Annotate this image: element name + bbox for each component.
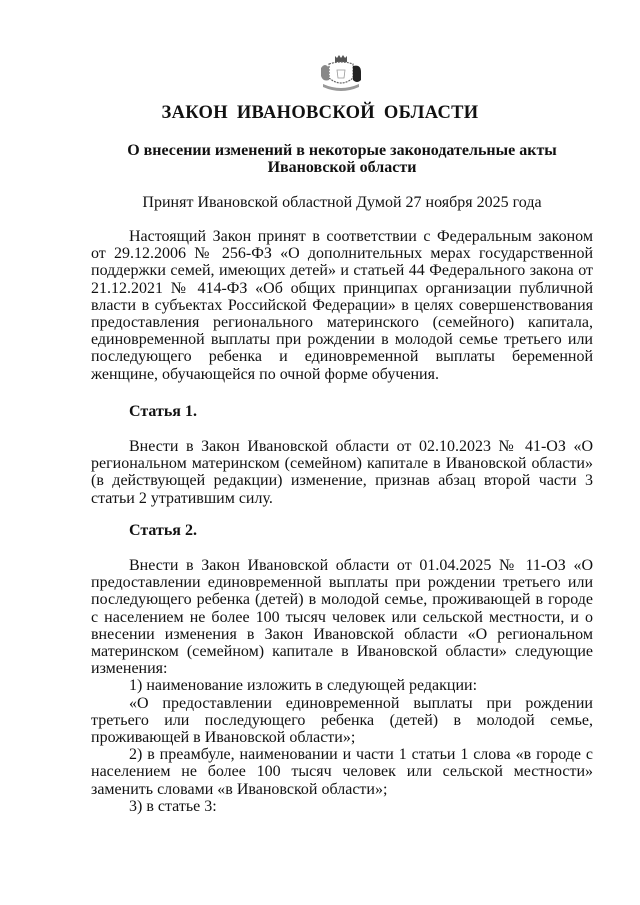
subtitle-line-2: Ивановской области: [267, 159, 417, 176]
article-2-item-1: 1) наименование изложить в следующей редакции:: [129, 677, 478, 695]
article-2-item-1-quote: «О предоставлении единовременной выплаты при рождении третьего или последующего ребенка (детей) в молодой семье, проживающей в Ивановской области»;: [91, 694, 593, 747]
article-1-heading: Статья 1.: [129, 403, 197, 420]
article-2-body: [91, 557, 593, 815]
article-1-paragraph: Внести в Закон Ивановской области от 02.10.2023 № 41-ОЗ «О региональном материнском (семейном) капитале в Ивановской области» (в действующей редакции) изменение, признав абзац второй части 3 статьи 2 утратившим силу.: [91, 438, 593, 507]
adoption-line: Принят Ивановской областной Думой 27 ноября 2025 года: [142, 194, 542, 211]
article-2-paragraph-intro: Внести в Закон Ивановской области от 01.04.2025 № 11-ОЗ «О предоставлении единовременной выплаты при рождении третьего или последующего ребенка (детей) в молодой семье, проживающей в городе с населением не более 100 тысяч человек или сельской местности, и о внесении изменения в Закон Ивановской области «О региональном материнском (семейном) капитале в Ивановской области» следующие изменения:: [91, 557, 593, 678]
preamble: [91, 228, 593, 383]
law-subtitle: [91, 142, 593, 176]
law-title: ЗАКОН ИВАНОВСКОЙ ОБЛАСТИ: [161, 103, 479, 123]
article-1-body: [91, 438, 593, 507]
subtitle-line-1: О внесении изменений в некоторые законодательные акты: [127, 142, 557, 159]
preamble-paragraph: Настоящий Закон принят в соответствии с Федеральным законом от 29.12.2006 № 256-ФЗ «О дополнительных мерах государственной поддержки семей, имеющих детей» и статьей 44 Федерального закона от 21.12.2021 № 414-ФЗ «Об общих принципах организации публичной власти в субъектах Российской Федерации» в целях совершенствования предоставления регионального материнского (семейного) капитала, единовременной выплаты при рождении в молодой семье третьего или последующего ребенка и единовременной выплаты беременной женщине, обучающейся по очной форме обучения.: [91, 228, 593, 383]
article-2-heading: Статья 2.: [129, 522, 197, 539]
article-2-item-3: 3) в статье 3:: [129, 797, 217, 815]
coat-of-arms-icon: [317, 54, 365, 94]
article-2-item-2: 2) в преамбуле, наименовании и части 1 статьи 1 слова «в городе с населением не более 100 тысяч человек или сельской местности» заменить словами «в Ивановской области»;: [91, 746, 593, 798]
